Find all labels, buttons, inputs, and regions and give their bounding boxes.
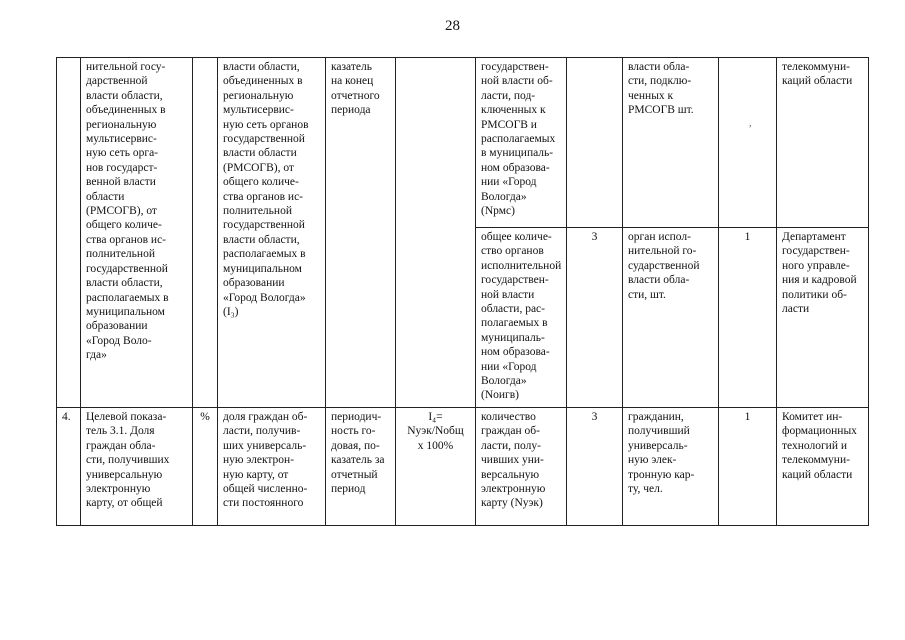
- table-row: [57, 408, 869, 526]
- cell-coverage: 1: [719, 408, 777, 526]
- cell-num: [57, 58, 81, 408]
- cell-method: 3: [567, 408, 623, 526]
- cell-basic-indicator: государствен- ной власти об- ласти, под- ключенных к РМСОГВ и располагаемых в муниципаль- ном образова- нии «Город Вологда» (Nрмс): [476, 58, 567, 228]
- cell-coverage: 1: [719, 228, 777, 408]
- page-number: 28: [445, 18, 460, 34]
- cell-formula: [396, 58, 476, 408]
- table-row: [57, 58, 869, 228]
- cell-object: власти обла- сти, подклю- ченных к РМСОГВ шт.: [623, 58, 719, 228]
- cell-responsible: Комитет ин- формационных технологий и телекоммуни- каций области: [777, 408, 869, 526]
- cell-object: гражданин, получивший универсаль- ную элек- тронную кар- ту, чел.: [623, 408, 719, 526]
- cell-responsible: Департамент государствен- ного управле- ния и кадровой политики об- ласти: [777, 228, 869, 408]
- cell-indicator: Целевой показа- тель 3.1. Доля граждан обла- сти, получивших универсальную электронную карту, от общей: [81, 408, 193, 526]
- cell-basic-indicator: количество граждан об- ласти, полу- чивших уни- версальную электронную карту (Nуэк): [476, 408, 567, 526]
- cell-basic-indicator: общее количе- ство органов исполнительной государствен- ной власти области, рас- полагаемых в муниципаль- ном образова- нии «Город Вологда» (Nоигв): [476, 228, 567, 408]
- cell-timing: казатель на конец отчетного периода: [326, 58, 396, 408]
- cell-object: орган испол- нительной го- сударственной власти обла- сти, шт.: [623, 228, 719, 408]
- cell-coverage: [719, 58, 777, 228]
- cell-indicator: нительной госу- дарственной власти области, объединенных в региональную мультисервис- ную сеть орга- нов государст- венной власти области (РМСОГВ), от общего количе- ства органов ис- полнительной государственной власти области, располагаемых в муниципальном образовании «Город Воло- гда»: [81, 58, 193, 408]
- cell-method: [567, 58, 623, 228]
- cell-definition: доля граждан об- ласти, получив- ших универсаль- ную электрон- ную карту, от общей численно- сти постоянного: [218, 408, 326, 526]
- cell-method: 3: [567, 228, 623, 408]
- stray-mark: ,: [749, 118, 752, 129]
- cell-timing: периодич- ность го- довая, по- казатель за отчетный период: [326, 408, 396, 526]
- cell-unit: %: [193, 408, 218, 526]
- cell-formula: I₄= Nуэк/Nобщ х 100%: [396, 408, 476, 526]
- cell-unit: [193, 58, 218, 408]
- cell-definition: власти области, объединенных в региональную мультисервис- ную сеть органов государственной власти области (РМСОГВ), от общего количе- ства органов ис- полнительной государственной власти области, располагаемых в муниципальном образовании «Город Вологда» (I₃): [218, 58, 326, 408]
- cell-num: 4.: [57, 408, 81, 526]
- indicator-table: [56, 57, 869, 526]
- cell-responsible: телекоммуни- каций области: [777, 58, 869, 228]
